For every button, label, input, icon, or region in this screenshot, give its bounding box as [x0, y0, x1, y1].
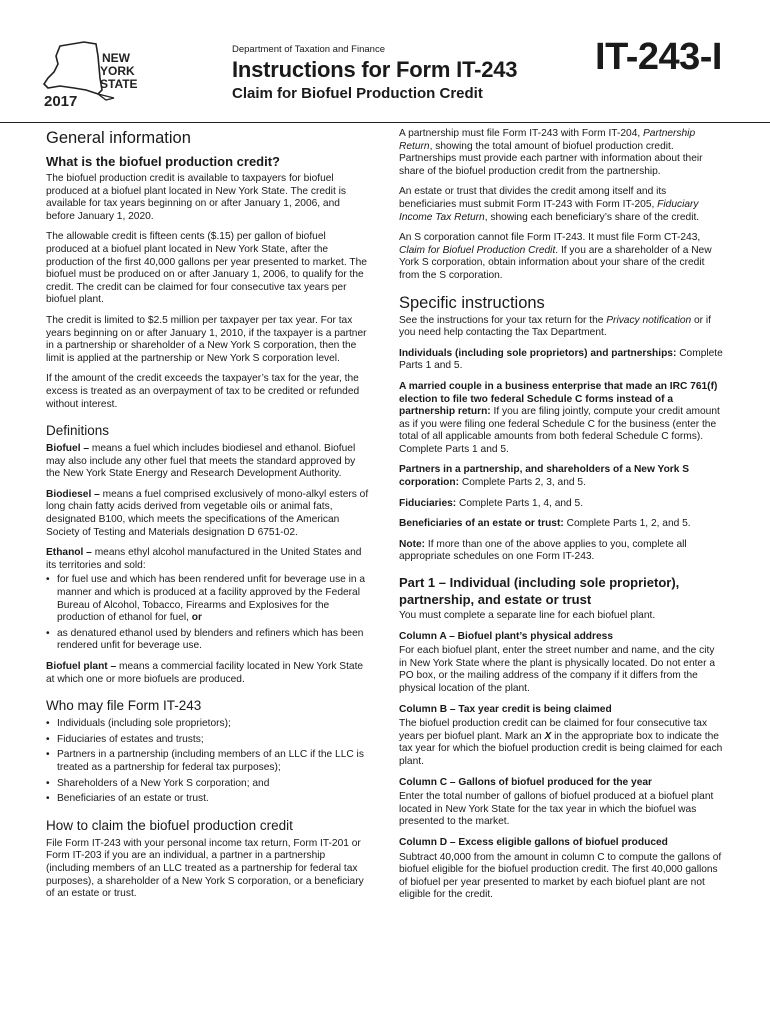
married-couple-instruction: A married couple in a business enterprise that made an IRC 761(f) election to file two federal Schedule C forms instead of a partnership return: If you are filing jointly, compute your credit amount as if you were filing one federal Schedule C for the business (enter the total of all applicable amounts from both federal Schedule C forms). Complete Parts 1 and 5. [399, 380, 720, 455]
form-year: 2017 [44, 93, 78, 110]
column-b-paragraph: The biofuel production credit can be claimed for four consecutive tax years per biofuel plant. Mark an X in the appropriate box to indicate the tax year for which the biofuel production credit is being claimed for each plant. [399, 718, 723, 767]
column-c-heading: Column C – Gallons of biofuel produced for the year [399, 776, 653, 788]
left-column [46, 128, 371, 909]
specific-instructions-paragraph: See the instructions for your tax return for the Privacy notification or if you need help contacting the Tax Department. [399, 314, 712, 339]
new-york-state-logo [38, 38, 158, 110]
who-may-file-heading: Who may file Form IT-243 [46, 698, 202, 714]
list-item: • Shareholders of a New York S corporation; and [46, 778, 371, 791]
partners-instruction: Partners in a partnership, and shareholders of a New York S corporation: Complete Parts 2, 3, and 5. [399, 464, 690, 489]
biofuel-definition [46, 443, 371, 481]
partnership-paragraph: A partnership must file Form IT-243 with Form IT-204, Partnership Return, showing the total amount of biofuel production credit. Partnerships must provide each partner with information about their share of the biofuel production credit from the partnership. [399, 128, 703, 177]
page-header [0, 0, 770, 125]
list-item: • as denatured ethanol used by blenders and refiners which has been rendered unfit for beverage use. [46, 628, 371, 653]
list-item: • Fiduciaries of estates and trusts; [46, 734, 371, 747]
page-title: Instructions for Form IT-243 [232, 57, 518, 82]
how-to-claim-heading: How to claim the biofuel production credit [46, 817, 293, 833]
logo-line1: NEW [102, 51, 130, 65]
what-paragraph-4: If the amount of the credit exceeds the taxpayer’s tax for the year, the excess is treated as an overpayment of tax to be credited or refunded without interest. [46, 373, 360, 410]
header-divider [0, 122, 770, 123]
fiduciaries-instruction: Fiduciaries: Complete Parts 1, 4, and 5. [399, 497, 584, 509]
who-may-file-list [46, 718, 371, 806]
how-to-claim-paragraph: File Form IT-243 with your personal income tax return, Form IT-201 or Form IT-203 if you are an individual, a partner in a partnership (including members of an LLC treated as a partnership for federal tax purposes), a shareholder of a New York S corporation, or a beneficiary of an estate or trust. [46, 837, 364, 900]
list-item: • for fuel use and which has been rendered unfit for beverage use in a manner and which is produced at a facility approved by the Federal Bureau of Alcohol, Tobacco, Firearms and Explosives for the production of ethanol for fuel, or [46, 574, 371, 624]
part1-heading: Part 1 – Individual (including sole proprietor), partnership, and estate or trust [399, 575, 680, 608]
definitions-heading: Definitions [46, 423, 110, 439]
list-item: • Beneficiaries of an estate or trust. [46, 793, 371, 806]
ethanol-definition-text: means ethyl alcohol manufactured in the United States and its territories and sold: [46, 547, 362, 571]
logo-line2: YORK [100, 64, 135, 78]
column-a-heading: Column A – Biofuel plant’s physical address [399, 630, 613, 642]
ethanol-term: Ethanol – [46, 547, 92, 559]
specific-instructions-heading: Specific instructions [399, 293, 545, 312]
part1-paragraph: You must complete a separate line for each biofuel plant. [399, 610, 656, 622]
beneficiaries-instruction: Beneficiaries of an estate or trust: Complete Parts 1, 2, and 5. [399, 518, 691, 530]
note-instruction: Note: If more than one of the above applies to you, complete all appropriate schedules on one Form IT-243. [399, 538, 687, 563]
biofuel-plant-definition-text: means a commercial facility located in New York State at which one or more biofuels are produced. [46, 661, 364, 685]
what-paragraph-1: The biofuel production credit is available to taxpayers for biofuel produced at a biofuel plant located in New York State. The credit is available for tax years beginning on or after January 1, 2006, and before January 1, 2020. [46, 173, 346, 222]
list-item: • Partners in a partnership (including members of an LLC if the LLC is treated as a partnership for federal tax purposes); [46, 749, 371, 774]
column-d-paragraph: Subtract 40,000 from the amount in column C to compute the gallons of biofuel eligible for the biofuel production credit. The first 40,000 gallons of biofuel per year presented to market by each biofuel plant are not eligible for the credit. [399, 851, 722, 901]
general-information-heading: General information [46, 129, 191, 147]
what-is-credit-heading: What is the biofuel production credit? [46, 154, 280, 169]
right-column [399, 128, 725, 910]
what-paragraph-3: The credit is limited to $2.5 million per taxpayer per tax year. For tax years beginning on or after January 1, 2010, if the taxpayer is a partner in a partnership or shareholder of a New York S corporation, then the limit is applied at the partnership or New York S corporation level. [46, 314, 367, 364]
column-d-heading: Column D – Excess eligible gallons of biofuel produced [399, 836, 668, 848]
individuals-instruction: Individuals (including sole proprietors) and partnerships: Complete Parts 1 and 5. [399, 347, 723, 372]
biofuel-term: Biofuel – [46, 443, 90, 455]
biodiesel-term: Biodiesel – [46, 488, 100, 500]
s-corporation-paragraph: An S corporation cannot file Form IT-243. It must file Form CT-243, Claim for Biofuel Production Credit. If you are a shareholder of a New York S corporation, obtain information about your share of the credit from the S corporation. [399, 232, 712, 281]
what-paragraph-2: The allowable credit is fifteen cents ($.15) per gallon of biofuel produced at a biofuel plant located in New York State, after the production of the first 40,000 gallons per year presented to market. The biofuel must be produced on or after January 1, 2006, to qualify for the credit. The credit can be claimed for four consecutive tax years per biofuel plant. [46, 231, 367, 306]
ethanol-list [46, 574, 371, 653]
biofuel-definition-text: means a fuel which includes biodiesel and ethanol. Biofuel may also include any other fuel that meets the standard approved by the New York State Energy and Research Development Authority. [46, 443, 356, 480]
page-subtitle: Claim for Biofuel Production Credit [232, 85, 483, 102]
form-number: IT-243-I [595, 36, 722, 78]
biodiesel-definition [46, 489, 371, 539]
column-a-paragraph: For each biofuel plant, enter the street number and name, and the city in New York State where the plant is physically located. Do not enter a PO box, or the mailing address of the company if it differs from the physical location of the plant. [399, 645, 715, 694]
department-name: Department of Taxation and Finance [232, 44, 385, 55]
biodiesel-definition-text: means a fuel comprised exclusively of mono-alkyl esters of long chain fatty acids derived from vegetable oils or animal fats, designated B100, which meets the specifications of the American Society of Testing and Materials designation D 6751-02. [46, 488, 369, 538]
list-item: • Individuals (including sole proprietors); [46, 718, 371, 731]
column-b-heading: Column B – Tax year credit is being claimed [399, 703, 612, 715]
logo-line3: STATE [100, 77, 138, 91]
ethanol-definition [46, 547, 371, 572]
biofuel-plant-definition [46, 661, 371, 686]
biofuel-plant-term: Biofuel plant – [46, 661, 117, 672]
column-c-paragraph: Enter the total number of gallons of biofuel produced at a biofuel plant located in New York State for the tax year in which the biofuel was presented to the market. [399, 791, 714, 828]
estate-trust-paragraph: An estate or trust that divides the credit among itself and its beneficiaries must submit Form IT-243 with Form IT-205, Fiduciary Income Tax Return, showing each beneficiary’s share of the credit. [399, 186, 700, 223]
